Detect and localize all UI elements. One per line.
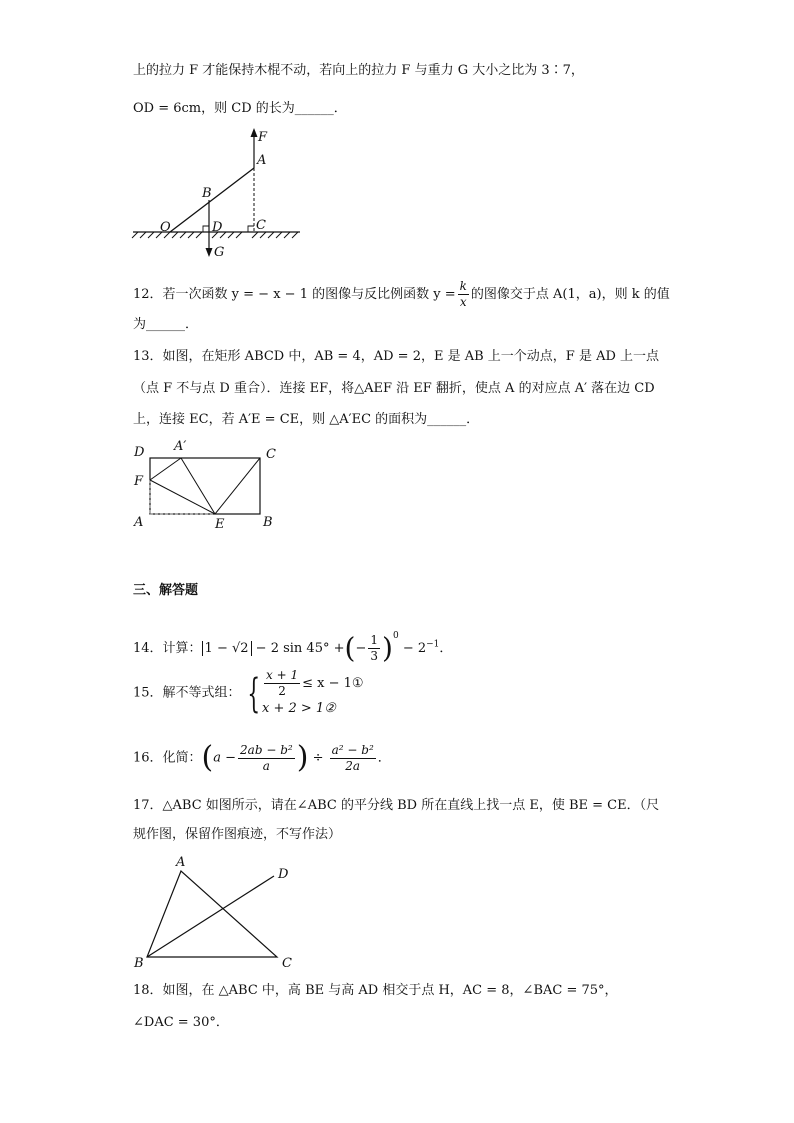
q15-eq1-rest: ≤ x − 1① (302, 676, 364, 691)
label-G: G (214, 245, 225, 260)
q14-exp0: 0 (392, 631, 399, 641)
label-C: C (282, 956, 292, 971)
q14-frac-den: 3 (370, 649, 378, 663)
section-heading: 三、解答题 (133, 583, 199, 598)
label-D: D (134, 445, 145, 460)
q14-mid: − 2 sin 45° + (255, 641, 345, 656)
label-A: A (176, 855, 186, 870)
label-C: C (266, 447, 276, 462)
q16-div: ÷ (312, 750, 324, 766)
q16-a: a − (213, 750, 237, 766)
q17-line2: 规作图，保留作图痕迹，不写作法） (133, 827, 342, 842)
q13-line2: （点 F 不与点 D 重合）．连接 EF，将△AEF 沿 EF 翻折，使点 A 的对应点 A′ 落在边 CD (133, 381, 655, 396)
q15-prefix: 15．解不等式组： (133, 685, 241, 701)
q18-line2: ∠DAC = 30°． (133, 1015, 229, 1030)
q16-f1-den: a (262, 758, 270, 773)
q11-line1: 上的拉力 F 才能保持木棍不动，若向上的拉力 F 与重力 G 大小之比为 3∶7， (133, 63, 584, 78)
q14-exp1: −1 (426, 639, 440, 650)
q13-line3: 上，连接 EC，若 A′E = CE，则 △A′EC 的面积为______． (133, 412, 480, 427)
label-C: C (256, 218, 266, 233)
label-D: D (278, 867, 289, 882)
q13-line1: 13．如图，在矩形 ABCD 中，AB = 4，AD = 2，E 是 AB 上一个动点，F 是 AD 上一点 (133, 349, 660, 364)
q16-end: ． (377, 750, 391, 766)
q14-paren-open: ( (344, 631, 356, 665)
q15-eq2: x + 2 > 1② (262, 701, 336, 716)
label-B: B (263, 515, 273, 530)
label-F: F (134, 474, 144, 489)
q12-prefix: 12．若一次函数 y = − x − 1 的图像与反比例函数 y = (133, 287, 456, 302)
q14-tail: − 2 (402, 641, 427, 656)
label-F: F (258, 130, 268, 145)
q15-frac-den: 2 (278, 684, 286, 698)
brace-icon: { (246, 670, 260, 717)
label-A: A (257, 153, 267, 168)
q12-frac-num: k (459, 279, 467, 293)
q16-prefix: 16．化简： (133, 750, 202, 766)
label-B: B (202, 186, 212, 201)
q12-line2: 为______． (133, 317, 199, 332)
label-B: B (134, 956, 144, 971)
q15-frac-num: x + 1 (266, 668, 299, 682)
q14-end: ． (439, 641, 453, 656)
q18-line1: 18．如图，在 △ABC 中，高 BE 与高 AD 相交于点 H，AC = 8，∠BAC = 75°， (133, 983, 618, 998)
q14-paren-close: ) (382, 631, 393, 665)
q12-suffix: 的图像交于点 A(1，a)，则 k 的值 (470, 287, 670, 302)
q16-f1-num: 2ab − b² (240, 742, 293, 757)
q16-f2-num: a² − b² (331, 742, 374, 757)
q14-neg: − (355, 641, 367, 656)
q14-abs-content: 1 − √2 (204, 641, 249, 656)
q16-f2-den: 2a (345, 758, 361, 773)
label-E: E (215, 517, 225, 532)
q16-paren-open: ( (201, 740, 214, 775)
q12-frac-den: x (459, 295, 467, 309)
q16-paren-close: ) (296, 740, 309, 775)
label-D: D (212, 220, 223, 235)
label-O: O (160, 220, 171, 235)
label-A-prime: A′ (174, 439, 187, 454)
q11-line2: OD = 6cm，则 CD 的长为______． (133, 101, 347, 116)
q14-frac-num: 1 (370, 633, 378, 647)
q14-prefix: 14．计算： (133, 641, 202, 656)
label-A: A (134, 515, 144, 530)
q17-line1: 17．△ABC 如图所示，请在∠ABC 的平分线 BD 所在直线上找一点 E，使 BE = CE．（尺 (133, 798, 660, 813)
